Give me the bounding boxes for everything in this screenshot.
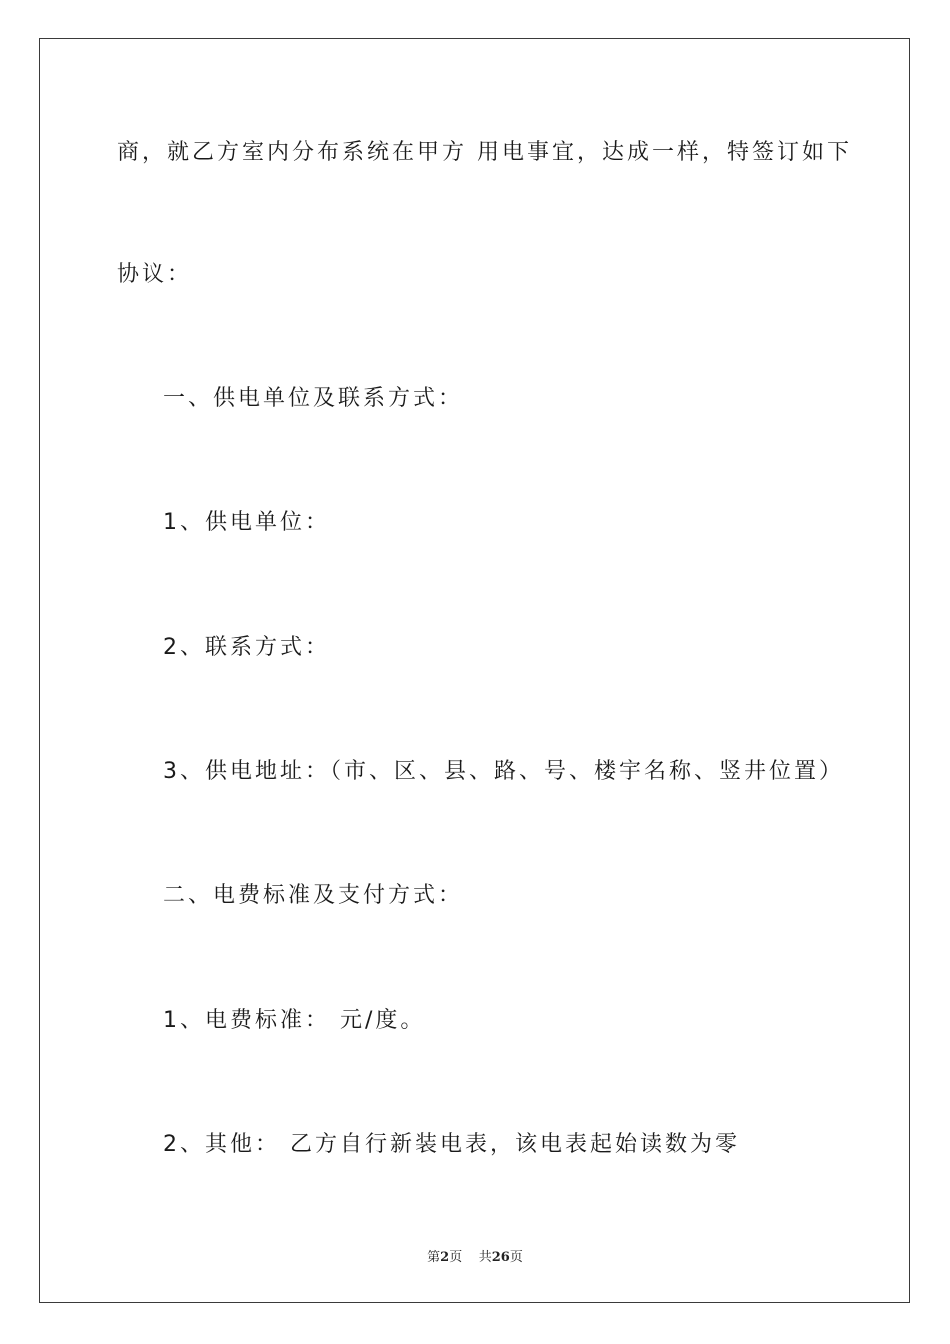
section-heading: 二、电费标准及支付方式： [163, 883, 464, 908]
body-paragraph-line: 商，就乙方室内分布系统在甲方 用电事宜，达成一样，特签订如下 [117, 140, 852, 165]
total-prefix: 共 [478, 1250, 492, 1265]
list-item: 2、联系方式： [163, 635, 330, 660]
section-heading: 一、供电单位及联系方式： [163, 386, 464, 411]
total-pages: 26 [491, 1250, 510, 1265]
body-paragraph-line: 协议： [117, 262, 193, 287]
page-number: 2 [440, 1250, 450, 1265]
page-footer [0, 1246, 950, 1265]
list-item: 3、供电地址：（市、区、县、路、号、楼宇名称、竖井位置） [163, 759, 844, 784]
list-item: 1、供电单位： [163, 510, 330, 535]
list-item: 1、电费标准： 元/度。 [163, 1008, 426, 1033]
page-frame [39, 38, 910, 1303]
page-suffix: 页 [449, 1250, 463, 1265]
total-suffix: 页 [509, 1250, 523, 1265]
page-prefix: 第 [427, 1250, 441, 1265]
list-item: 2、其他： 乙方自行新装电表，该电表起始读数为零 [163, 1132, 740, 1157]
